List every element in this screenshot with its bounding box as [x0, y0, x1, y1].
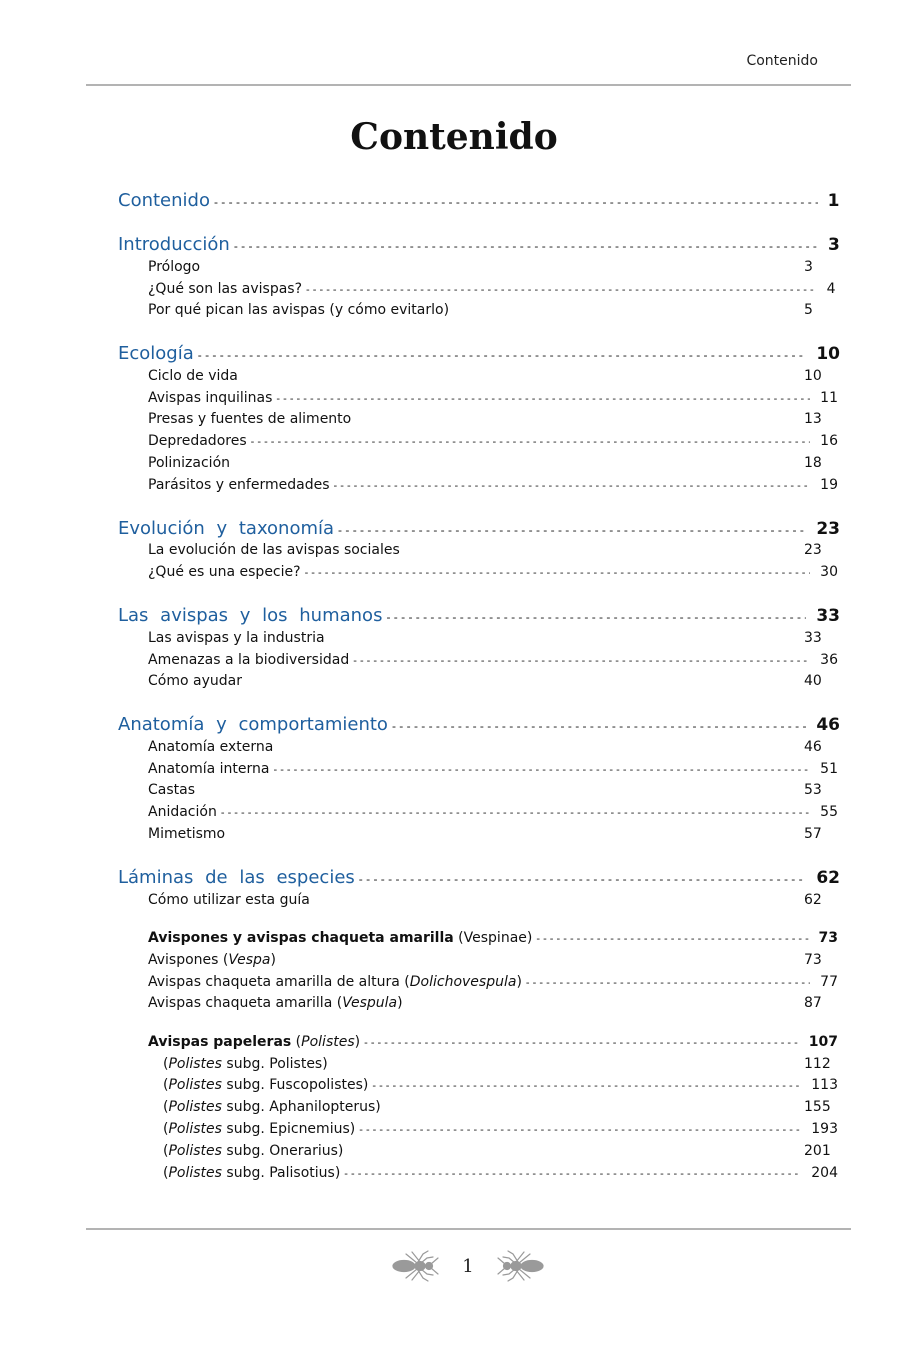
toc-entry-title [148, 952, 280, 968]
toc-entry-title: Presas y fuentes de alimento [148, 411, 352, 427]
toc-section-entry[interactable] [0, 739, 900, 761]
header-rule [86, 84, 851, 86]
toc-section-entry[interactable] [0, 564, 900, 586]
toc-page-number: 107 [808, 1034, 838, 1050]
page-number: 1 [462, 1256, 474, 1277]
toc-page-number: 53 [804, 782, 822, 798]
toc-page-number: 33 [816, 606, 840, 626]
toc-section-entry[interactable] [0, 630, 900, 652]
dot-leader [392, 719, 806, 733]
toc-entry-title [163, 1121, 359, 1137]
toc-entry-title: Las avispas y los humanos [118, 605, 383, 626]
toc-group-suffix: (Vespinae) [453, 930, 533, 946]
toc-entry-title: Ciclo de vida [148, 368, 238, 384]
toc-genus-name: Polistes [301, 1034, 355, 1050]
toc-entry-title [148, 974, 526, 990]
dot-leader [214, 195, 818, 209]
toc-page-number: 18 [804, 455, 822, 471]
dot-leader [276, 393, 810, 405]
toc-chapter-entry[interactable] [0, 343, 900, 369]
toc-genus-name: Dolichovespula [409, 974, 517, 990]
toc-group-title: Avispones y avispas chaqueta amarilla [148, 930, 454, 946]
toc-section-entry[interactable] [0, 826, 900, 848]
toc-page-number: 4 [826, 281, 836, 297]
toc-chapter-entry[interactable] [0, 867, 900, 893]
toc-genus-name: Vespula [342, 995, 398, 1011]
toc-section-entry[interactable] [0, 1099, 900, 1121]
toc-page-number: 62 [804, 892, 822, 908]
dot-leader [372, 1080, 801, 1092]
toc-page-number: 10 [816, 344, 840, 364]
toc-entry-title [163, 1099, 385, 1115]
dot-leader [306, 284, 817, 296]
dot-leader [359, 872, 807, 886]
dot-leader [536, 933, 808, 945]
toc-chapter-entry[interactable] [0, 605, 900, 631]
toc-title-prefix: Avispas chaqueta amarilla de altura ( [148, 974, 410, 990]
toc-entry-title: Ecología [118, 343, 194, 364]
toc-entry-title: Anatomía y comportamiento [118, 714, 388, 735]
toc-title-prefix: ( [163, 1099, 169, 1115]
toc-entry-title: Mimetismo [148, 826, 226, 842]
toc-page-number: 3 [828, 235, 840, 255]
toc-page-number: 155 [804, 1099, 831, 1115]
toc-entry-title: Avispas inquilinas [148, 390, 273, 406]
page-title: Contenido [350, 116, 558, 158]
toc-title-suffix: subg. Epicnemius) [221, 1121, 356, 1137]
toc-entry-title: Cómo utilizar esta guía [148, 892, 310, 908]
toc-entry-title: Depredadores [148, 433, 247, 449]
toc-entry-title [148, 930, 536, 946]
toc-section-entry[interactable] [0, 892, 900, 914]
toc-title-prefix: ( [163, 1077, 169, 1093]
toc-page-number: 11 [820, 390, 838, 406]
toc-title-suffix: subg. Palisotius) [221, 1165, 341, 1181]
dot-leader [305, 567, 811, 579]
toc-genus-name: Polistes [168, 1143, 222, 1159]
toc-section-entry[interactable] [0, 1143, 900, 1165]
toc-genus-name: Polistes [168, 1099, 222, 1115]
toc-page-number: 36 [820, 652, 838, 668]
dot-leader [273, 764, 810, 776]
toc-page-number: 16 [820, 433, 838, 449]
toc-entry-title [148, 995, 407, 1011]
toc-title-suffix: ) [270, 952, 276, 968]
toc-entry-title: Las avispas y la industria [148, 630, 325, 646]
toc-page-number: 1 [827, 191, 840, 211]
toc-genus-name: Polistes [168, 1056, 222, 1072]
toc-title-suffix: subg. Aphanilopterus) [221, 1099, 381, 1115]
toc-entry-title: Parásitos y enfermedades [148, 477, 330, 493]
toc-title-prefix: ( [163, 1143, 169, 1159]
toc-title-suffix: subg. Fuscopolistes) [221, 1077, 369, 1093]
toc-page-number: 112 [804, 1056, 831, 1072]
toc-section-entry[interactable] [0, 259, 900, 281]
toc-section-entry[interactable] [0, 782, 900, 804]
toc-entry-title: Contenido [118, 190, 210, 211]
toc-section-entry[interactable] [0, 368, 900, 390]
toc-page-number: 46 [804, 739, 822, 755]
toc-entry-title: ¿Qué es una especie? [148, 564, 301, 580]
toc-page-number: 62 [816, 868, 840, 888]
dot-leader [344, 1168, 801, 1180]
dot-leader [364, 1037, 799, 1049]
toc-entry-title [163, 1165, 344, 1181]
toc-entry-title: La evolución de las avispas sociales [148, 542, 400, 558]
toc-page-number: 23 [804, 542, 822, 558]
toc-title-prefix: ( [163, 1056, 169, 1072]
toc-title-prefix: Avispones ( [148, 952, 229, 968]
dot-leader [198, 348, 807, 362]
toc-page-number: 73 [804, 952, 822, 968]
toc-section-entry[interactable] [0, 411, 900, 433]
toc-entry-title: Cómo ayudar [148, 673, 242, 689]
dot-leader [251, 436, 811, 448]
toc-title-suffix: subg. Onerarius) [221, 1143, 344, 1159]
toc-section-entry[interactable] [0, 390, 900, 412]
toc-section-entry[interactable] [0, 995, 900, 1017]
dot-leader [338, 523, 806, 537]
toc-page-number: 13 [804, 411, 822, 427]
toc-page-number: 40 [804, 673, 822, 689]
toc-entry-title: Anatomía interna [148, 761, 270, 777]
toc-section-entry[interactable] [0, 1056, 900, 1078]
wasp-icon [494, 1246, 546, 1286]
toc-entry-title: Anatomía externa [148, 739, 274, 755]
toc-entry-title: Anidación [148, 804, 217, 820]
toc-title-prefix: ( [291, 1034, 302, 1050]
toc-section-entry[interactable] [0, 281, 900, 303]
toc-page-number: 5 [804, 302, 813, 318]
toc-page-number: 55 [820, 804, 838, 820]
dot-leader [359, 1124, 801, 1136]
dot-leader [353, 655, 810, 667]
toc-chapter-entry[interactable] [0, 518, 900, 544]
toc-title-suffix: subg. Polistes) [221, 1056, 328, 1072]
toc-page-number: 30 [820, 564, 838, 580]
toc-page-number: 19 [820, 477, 838, 493]
toc-title-prefix: Avispas chaqueta amarilla ( [148, 995, 343, 1011]
dot-leader [526, 977, 810, 989]
toc-entry-title: Castas [148, 782, 196, 798]
toc-genus-name: Vespa [228, 952, 271, 968]
toc-entry-title: ¿Qué son las avispas? [148, 281, 303, 297]
toc-genus-name: Polistes [168, 1165, 222, 1181]
dot-leader [386, 610, 806, 624]
toc-genus-name: Polistes [168, 1077, 222, 1093]
toc-section-entry[interactable] [0, 804, 900, 826]
toc-entry-title: Polinización [148, 455, 231, 471]
toc-page-number: 3 [804, 259, 813, 275]
toc-section-entry[interactable] [0, 1034, 900, 1056]
toc-page-number: 87 [804, 995, 822, 1011]
toc-chapter-entry[interactable] [0, 714, 900, 740]
toc-section-entry[interactable] [0, 455, 900, 477]
toc-section-entry[interactable] [0, 477, 900, 499]
toc-section-entry[interactable] [0, 673, 900, 695]
toc-title-suffix: ) [397, 995, 403, 1011]
toc-page-number: 193 [811, 1121, 838, 1137]
toc-entry-title: Prólogo [148, 259, 201, 275]
toc-page-number: 46 [816, 715, 840, 735]
toc-genus-name: Polistes [168, 1121, 222, 1137]
toc-title-suffix: ) [354, 1034, 361, 1050]
toc-entry-title [148, 1034, 364, 1050]
toc-page-number: 201 [804, 1143, 831, 1159]
toc-page-number: 77 [820, 974, 838, 990]
toc-page-number: 204 [811, 1165, 838, 1181]
dot-leader [234, 239, 818, 253]
toc-section-entry[interactable] [0, 1121, 900, 1143]
toc-page-number: 73 [818, 930, 838, 946]
toc-section-entry[interactable] [0, 652, 900, 674]
toc-title-prefix: ( [163, 1165, 169, 1181]
toc-entry-title: Amenazas a la biodiversidad [148, 652, 350, 668]
toc-section-entry[interactable] [0, 952, 900, 974]
toc-entry-title [163, 1143, 347, 1159]
running-head: Contenido [746, 53, 818, 69]
toc-entry-title [163, 1077, 372, 1093]
toc-section-entry[interactable] [0, 1077, 900, 1099]
toc-section-entry[interactable] [0, 302, 900, 324]
toc-page-number: 113 [811, 1077, 838, 1093]
toc-section-entry[interactable] [0, 1165, 900, 1187]
toc-entry-title: Introducción [118, 234, 230, 255]
dot-leader [221, 807, 810, 819]
wasp-icon [390, 1246, 442, 1286]
toc-page-number: 10 [804, 368, 822, 384]
toc-chapter-entry[interactable] [0, 190, 900, 216]
toc-entry-title: Evolución y taxonomía [118, 518, 335, 539]
toc-page-number: 23 [816, 519, 840, 539]
toc-entry-title [163, 1056, 332, 1072]
toc-page-number: 51 [820, 761, 838, 777]
dot-leader [334, 480, 811, 492]
toc-title-prefix: ( [163, 1121, 169, 1137]
toc-section-entry[interactable] [0, 930, 900, 952]
footer-rule [86, 1228, 851, 1230]
toc-page-number: 33 [804, 630, 822, 646]
toc-section-entry[interactable] [0, 433, 900, 455]
toc-entry-title: Por qué pican las avispas (y cómo evitarlo) [148, 302, 450, 318]
toc-section-entry[interactable] [0, 761, 900, 783]
toc-chapter-entry[interactable] [0, 234, 900, 260]
toc-page-number: 57 [804, 826, 822, 842]
toc-group-title: Avispas papeleras [148, 1034, 292, 1050]
toc-section-entry[interactable] [0, 974, 900, 996]
toc-entry-title: Láminas de las especies [118, 867, 355, 888]
toc-title-suffix: ) [516, 974, 522, 990]
toc-section-entry[interactable] [0, 542, 900, 564]
